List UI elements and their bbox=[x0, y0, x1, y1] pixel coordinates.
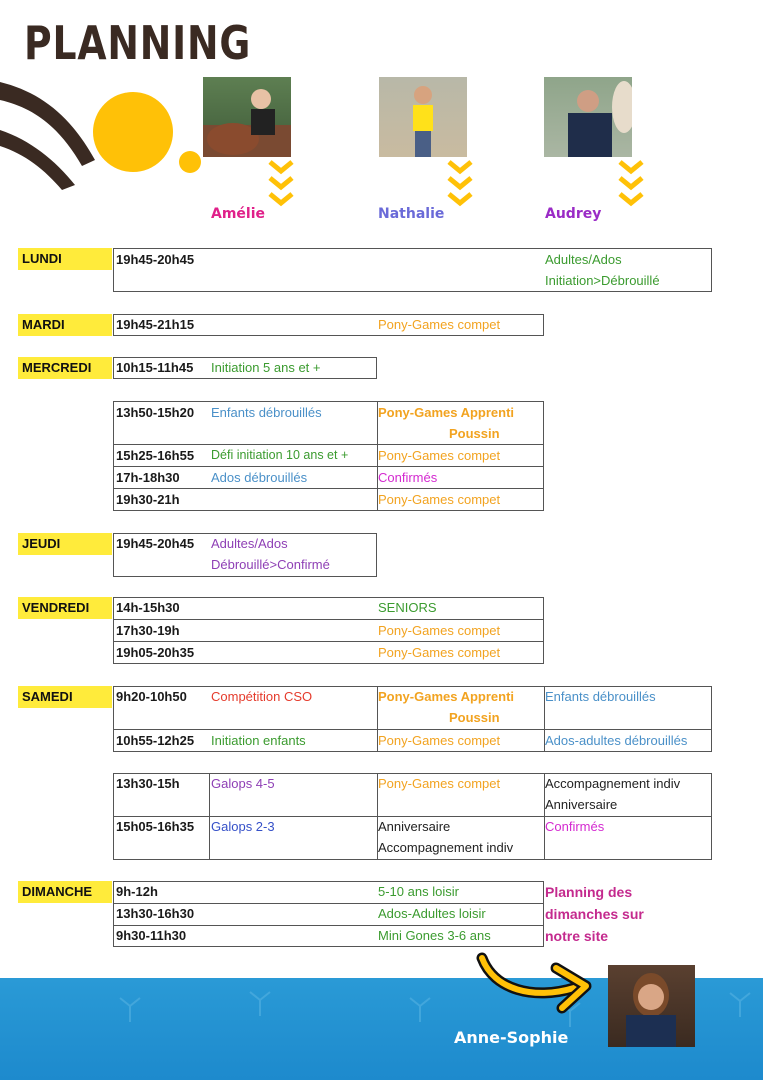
sunday-note: notre site bbox=[545, 928, 609, 944]
course-label: Compétition CSO bbox=[211, 689, 313, 704]
course-label: Poussin bbox=[449, 710, 500, 725]
time-slot: 15h05-16h35 bbox=[116, 819, 195, 834]
course-label: Pony-Games compet bbox=[378, 645, 501, 660]
coach-name-nathalie: Nathalie bbox=[378, 206, 445, 222]
coach-photo-nathalie bbox=[379, 77, 467, 157]
coach-photo-audrey bbox=[544, 77, 632, 157]
course-label: Pony-Games Apprenti bbox=[378, 405, 515, 420]
day-label-vendredi: VENDREDI bbox=[18, 597, 112, 619]
course-label: Pony-Games compet bbox=[378, 492, 501, 507]
time-slot: 13h50-15h20 bbox=[116, 405, 195, 420]
course-label: Galops 2-3 bbox=[211, 819, 275, 834]
course-label: Pony-Games compet bbox=[378, 448, 501, 463]
chevron-down-icon bbox=[446, 158, 474, 212]
course-label: Initiation enfants bbox=[211, 733, 306, 748]
course-label: Anniversaire bbox=[545, 797, 618, 812]
time-slot: 15h25-16h55 bbox=[116, 448, 195, 463]
course-label: Confirmés bbox=[545, 819, 605, 834]
course-label: Pony-Games Apprenti bbox=[378, 689, 515, 704]
time-slot: 13h30-16h30 bbox=[116, 906, 195, 921]
time-slot: 19h05-20h35 bbox=[116, 645, 195, 660]
time-slot: 19h45-20h45 bbox=[116, 252, 195, 267]
coach-name-amelie: Amélie bbox=[211, 206, 266, 222]
course-label: Anniversaire bbox=[378, 819, 451, 834]
time-slot: 9h20-10h50 bbox=[116, 689, 187, 704]
course-label: Ados débrouillés bbox=[211, 470, 308, 485]
course-label: 5-10 ans loisir bbox=[378, 884, 459, 899]
time-slot: 13h30-15h bbox=[116, 776, 180, 791]
time-slot: 19h45-21h15 bbox=[116, 317, 195, 332]
arrow-icon bbox=[474, 950, 599, 1022]
course-label: Enfants débrouillés bbox=[211, 405, 322, 420]
course-label: Pony-Games compet bbox=[378, 776, 501, 791]
course-label: Adultes/Ados bbox=[211, 536, 288, 551]
chevron-down-icon bbox=[267, 158, 295, 212]
time-slot: 9h30-11h30 bbox=[116, 928, 187, 943]
course-label: Confirmés bbox=[378, 470, 438, 485]
day-label-jeudi: JEUDI bbox=[18, 533, 112, 555]
day-label-dimanche: DIMANCHE bbox=[18, 881, 112, 903]
time-slot: 10h15-11h45 bbox=[116, 360, 194, 375]
day-label-mardi: MARDI bbox=[18, 314, 112, 336]
course-label: Accompagnement indiv bbox=[378, 840, 514, 855]
course-label: Défi initiation 10 ans et + bbox=[211, 448, 349, 462]
course-label: Pony-Games compet bbox=[378, 623, 501, 638]
course-label: Poussin bbox=[449, 426, 500, 441]
course-label: Accompagnement indiv bbox=[545, 776, 681, 791]
course-label: Adultes/Ados bbox=[545, 252, 622, 267]
course-label: Initiation>Débrouillé bbox=[545, 273, 660, 288]
time-slot: 9h-12h bbox=[116, 884, 158, 899]
day-label-mercredi: MERCREDI bbox=[18, 357, 112, 379]
course-label: Initiation 5 ans et + bbox=[211, 360, 321, 375]
course-label: Pony-Games compet bbox=[378, 317, 501, 332]
course-label: Mini Gones 3-6 ans bbox=[378, 928, 491, 943]
page-title: PLANNING bbox=[24, 16, 252, 70]
day-label-lundi: LUNDI bbox=[18, 248, 112, 270]
coach-photo-amelie bbox=[203, 77, 291, 157]
coach-name-audrey: Audrey bbox=[545, 206, 602, 222]
time-slot: 17h30-19h bbox=[116, 623, 180, 638]
sunday-note: Planning des bbox=[545, 884, 633, 900]
chevron-down-icon bbox=[617, 158, 645, 212]
coach-name-anne-sophie: Anne-Sophie bbox=[454, 1028, 569, 1047]
course-label: Pony-Games compet bbox=[378, 733, 501, 748]
course-label: Débrouillé>Confirmé bbox=[211, 557, 330, 572]
course-label: Ados-Adultes loisir bbox=[378, 906, 486, 921]
coach-photo-anne-sophie bbox=[608, 965, 695, 1047]
course-label: SENIORS bbox=[378, 600, 437, 615]
course-label: Ados-adultes débrouillés bbox=[545, 733, 688, 748]
time-slot: 10h55-12h25 bbox=[116, 733, 195, 748]
sunday-note: dimanches sur bbox=[545, 906, 644, 922]
course-label: Enfants débrouillés bbox=[545, 689, 656, 704]
time-slot: 17h-18h30 bbox=[116, 470, 180, 485]
time-slot: 19h30-21h bbox=[116, 492, 180, 507]
decorative-swoosh bbox=[0, 70, 210, 190]
time-slot: 14h-15h30 bbox=[116, 600, 180, 615]
day-label-samedi: SAMEDI bbox=[18, 686, 112, 708]
course-label: Galops 4-5 bbox=[211, 776, 275, 791]
time-slot: 19h45-20h45 bbox=[116, 536, 195, 551]
